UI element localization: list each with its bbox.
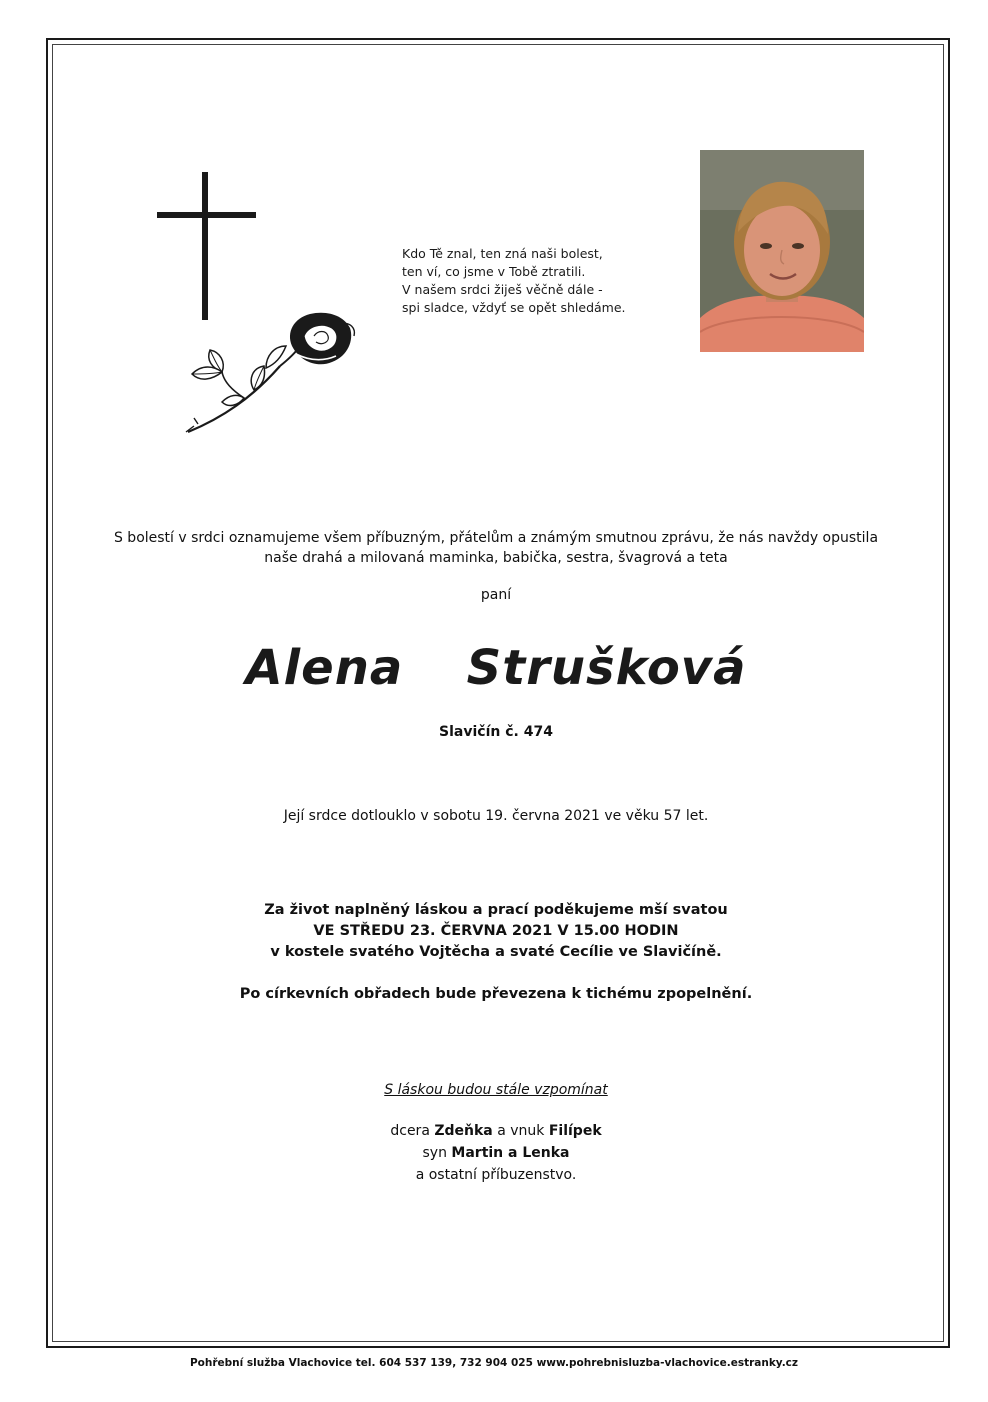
- mourner-row: [60, 1142, 932, 1164]
- verse-line: V našem srdci žiješ věčně dále -: [402, 282, 603, 297]
- mourners-heading: S láskou budou stále vzpomínat: [384, 1082, 608, 1098]
- deceased-address: Slavičín č. 474: [439, 724, 553, 740]
- announcement-line-1: S bolestí v srdci oznamujeme všem příbuzným, přátelům a známým smutnou zprávu, že nás navždy opustila: [113, 530, 879, 546]
- death-notice: Její srdce dotlouklo v sobotu 19. června 2021 ve věku 57 let.: [283, 808, 709, 824]
- verse-line: ten ví, co jsme v Tobě ztratili.: [402, 264, 586, 279]
- rose-icon: [182, 306, 362, 438]
- verse-line: Kdo Tě znal, ten zná naši bolest,: [402, 246, 603, 261]
- mourner-row: a ostatní příbuzenstvo.: [415, 1167, 577, 1183]
- mourner-relation: dcera: [390, 1123, 430, 1139]
- cremation-notice: Po církevních obřadech bude převezena k tichému zpopelnění.: [239, 986, 753, 1002]
- ceremony-date: VE STŘEDU 23. ČERVNA 2021 V 15.00 HODIN: [313, 923, 679, 939]
- announcement-text: [60, 528, 932, 568]
- mourner-relation: a vnuk: [497, 1123, 545, 1139]
- salutation: paní: [480, 587, 512, 603]
- mourner-name: Zdeňka: [434, 1123, 493, 1139]
- ceremony-place: v kostele svatého Vojtěcha a svaté Cecílie ve Slavičíně.: [270, 944, 722, 960]
- ceremony-line-1: Za život naplněný láskou a prací poděkujeme mší svatou: [264, 902, 728, 918]
- mourner-row: [60, 1120, 932, 1142]
- announcement-line-2: naše drahá a milovaná maminka, babička, sestra, švagrová a teta: [264, 550, 728, 566]
- funeral-service-footer: Pohřební služba Vlachovice tel. 604 537 139, 732 904 025 www.pohrebnisluzba-vlachovice.estranky.cz: [189, 1357, 799, 1369]
- mourner-name: Martin a Lenka: [451, 1145, 570, 1161]
- deceased-name: Alena Strušková: [245, 640, 747, 696]
- mourners-list: [60, 1120, 932, 1186]
- mourner-relation: syn: [422, 1145, 447, 1161]
- verse-line: spi sladce, vždyť se opět shledáme.: [402, 300, 626, 315]
- mourner-name: Filípek: [548, 1123, 602, 1139]
- ceremony-details: [60, 900, 932, 963]
- memorial-verse: [402, 245, 662, 317]
- portrait-photo: [700, 150, 864, 352]
